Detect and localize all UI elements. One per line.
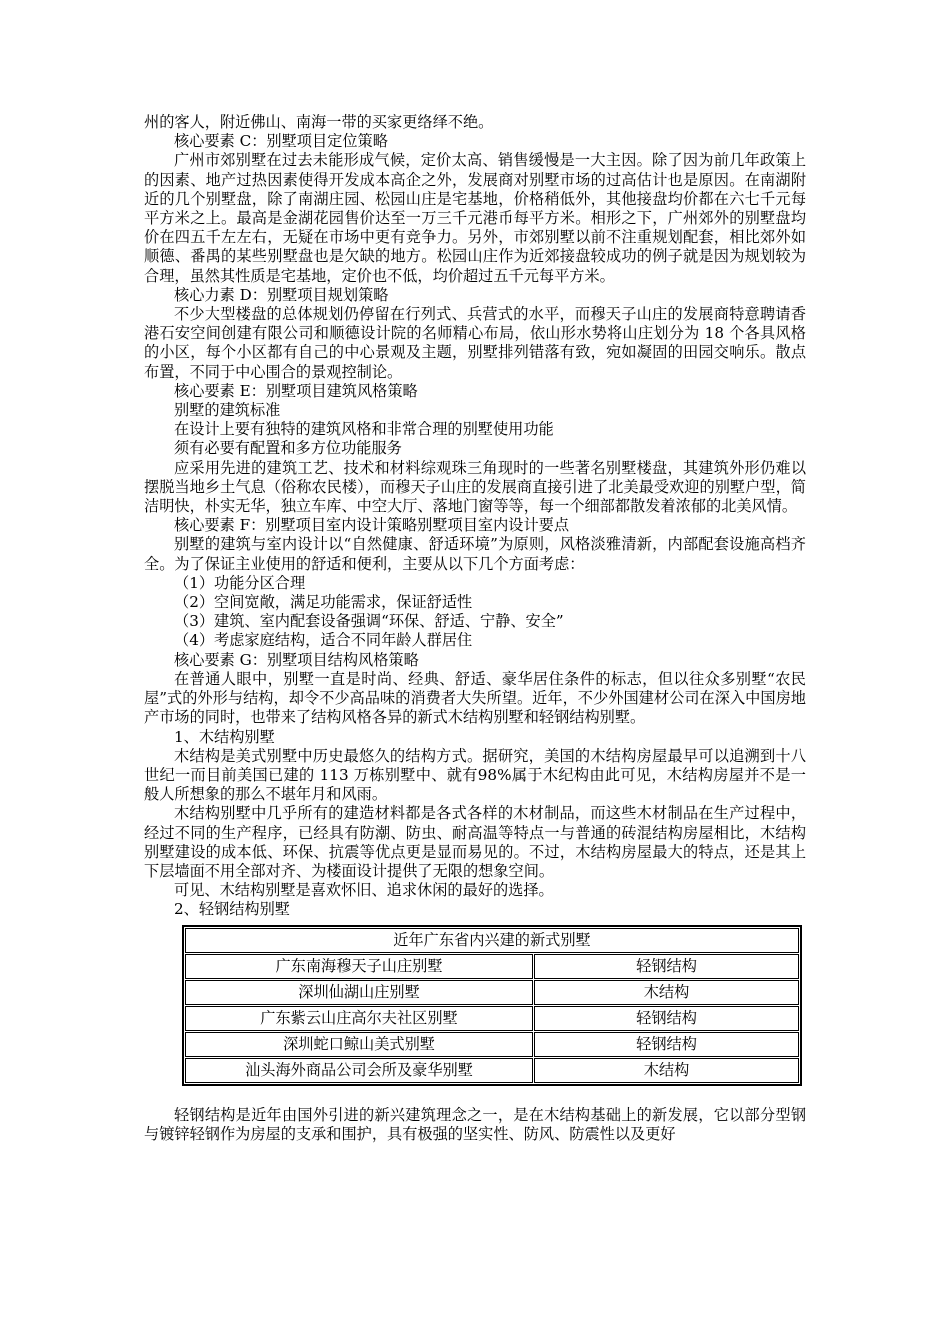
paragraph: 应采用先进的建筑工艺、技术和材料综观珠三角现时的一些著名别墅楼盘，其建筑外形仍难以摆脱当地乡土气息（俗称农民楼），而穆天子山庄的发展商直接引进了北美最受欢迎的别墅户型，简洁明快，朴实无华，独立车库、中空大厅、落地门窗等等，每一个细部都散发着浓郁的北美风情。 xyxy=(144,458,806,516)
paragraph: 不少大型楼盘的总体规划仍停留在行列式、兵营式的水平，而穆天子山庄的发展商特意聘请香港石安空间创建有限公司和顺德设计院的名师精心布局，依山形水势将山庄划分为 18 个各具风格的小区，每个小区都有自己的中心景观及主题，别墅排列错落有致，宛如凝固的田园交响乐。散点布置，不同于中心围合的景观控制论。 xyxy=(144,305,806,381)
paragraph: 1、木结构别墅 xyxy=(174,727,275,746)
structure-type-cell: 木结构 xyxy=(534,980,799,1005)
paragraph: （4）考虑家庭结构，适合不同年龄人群居住 xyxy=(174,631,473,650)
villa-name-cell: 广东南海穆天子山庄别墅 xyxy=(185,954,533,979)
paragraph: 广州市郊别墅在过去未能形成气候，定价太高、销售缓慢是一大主因。除了因为前几年政策上的因素、地产过热因素使得开发成本高企之外，发展商对别墅市场的过高估计也是原因。在南湖附近的几个别墅盘，除了南湖庄园、松园山庄是宅基地，价格稍低外，其他接盘均价都在六七千元每平方米之上。最高是金湖花园售价达至一万三千元港币每平方米。相形之下，广州郊外的别墅盘均价在四五千左左右，无疑在市场中更有竞争力。另外，市郊别墅以前不注重规划配套，相比郊外如顺德、番禺的某些别墅盘也是欠缺的地方。松园山庄作为近郊接盘较成功的例子就是因为规划较为合理，虽然其性质是宅基地，定价也不低，均价超过五千元每平方米。 xyxy=(144,151,806,285)
table-title: 近年广东省内兴建的新式别墅 xyxy=(185,928,799,953)
paragraph: （2）空间宽敞，满足功能需求，保证舒适性 xyxy=(174,593,473,612)
villa-name-cell: 汕头海外商品公司会所及豪华别墅 xyxy=(185,1058,533,1083)
paragraph: 核心要素 G：别墅项目结构风格策略 xyxy=(174,650,419,669)
table-row xyxy=(185,1006,799,1031)
paragraph: 2、轻钢结构别墅 xyxy=(174,900,290,919)
villa-name-cell: 深圳蛇口鲸山美式别墅 xyxy=(185,1032,533,1057)
paragraph: 核心力素 D：别墅项目规划策略 xyxy=(174,285,389,304)
structure-type-cell: 木结构 xyxy=(534,1058,799,1083)
paragraph: 州的客人，附近佛山、南海一带的买家更络绎不绝。 xyxy=(144,113,494,131)
paragraph: 木结构是美式别墅中历史最悠久的结构方式。据研究，美国的木结构房屋最早可以追溯到十八世纪一而目前美国已建的 113 万栋别墅中、就有98%属于木纪构由此可见，木结构房屋并不是一般人所想象的那么不堪年月和风雨。 xyxy=(144,746,806,804)
table-row xyxy=(185,1032,799,1057)
villa-name-cell: 广东紫云山庄高尔夫社区别墅 xyxy=(185,1006,533,1031)
paragraph: 可见、木结构别墅是喜欢怀旧、追求休闲的最好的选择。 xyxy=(174,881,554,900)
paragraph: （1）功能分区合理 xyxy=(174,573,306,592)
document-page xyxy=(144,113,806,1144)
paragraph: 核心要素 F：别墅项目室内设计策略别墅项目室内设计要点 xyxy=(174,516,570,535)
structure-type-cell: 轻钢结构 xyxy=(534,1032,799,1057)
paragraph-after-table: 轻钢结构是近年由国外引进的新兴建筑理念之一，是在木结构基础上的新发展，它以部分型钢与镀锌轻钢作为房屋的支承和围护，具有极强的坚实性、防风、防震性以及更好 xyxy=(144,1105,806,1143)
villa-table xyxy=(182,925,802,1086)
paragraph: 别墅的建筑标准 xyxy=(174,401,281,420)
paragraph: 在设计上要有独特的建筑风格和非常合理的别墅使用功能 xyxy=(174,420,554,439)
paragraph: 在普通人眼中，别墅一直是时尚、经典、舒适、豪华居住条件的标志，但以往众多别墅“农民屋”式的外形与结构，却令不少高品味的消费者大失所望。近年，不少外国建材公司在深入中国房地产市场的同时，也带来了结构风格各异的新式木结构别墅和轻钢结构别墅。 xyxy=(144,669,806,727)
body-text xyxy=(144,113,806,920)
table-row xyxy=(185,980,799,1005)
paragraph: （3）建筑、室内配套设备强调“环保、舒适、宁静、安全” xyxy=(174,612,564,631)
paragraph: 别墅的建筑与室内设计以“自然健康、舒适环境”为原则，风格淡雅清新，内部配套设施高档齐全。为了保证主业使用的舒适和便利，主要从以下几个方面考虑： xyxy=(144,535,806,573)
table-title-row xyxy=(185,928,799,953)
structure-type-cell: 轻钢结构 xyxy=(534,1006,799,1031)
table-row xyxy=(185,1058,799,1083)
paragraph: 核心要素 C：别墅项目定位策略 xyxy=(174,132,388,151)
paragraph: 核心要素 E：别墅项目建筑风格策略 xyxy=(174,381,418,400)
paragraph: 木结构别墅中几乎所有的建造材料都是各式各样的木材制品，而这些木材制品在生产过程中，经过不同的生产程序，已经具有防潮、防虫、耐高温等特点一与普通的砖混结构房屋相比，木结构别墅建设的成本低、环保、抗震等优点更是显而易见的。不过，木结构房屋最大的特点，还是其上下层墙面不用全部对齐、为楼面设计提供了无限的想象空间。 xyxy=(144,804,806,880)
table-row xyxy=(185,954,799,979)
structure-type-cell: 轻钢结构 xyxy=(534,954,799,979)
paragraph: 须有必要有配置和多方位功能服务 xyxy=(174,439,402,458)
villa-name-cell: 深圳仙湖山庄别墅 xyxy=(185,980,533,1005)
